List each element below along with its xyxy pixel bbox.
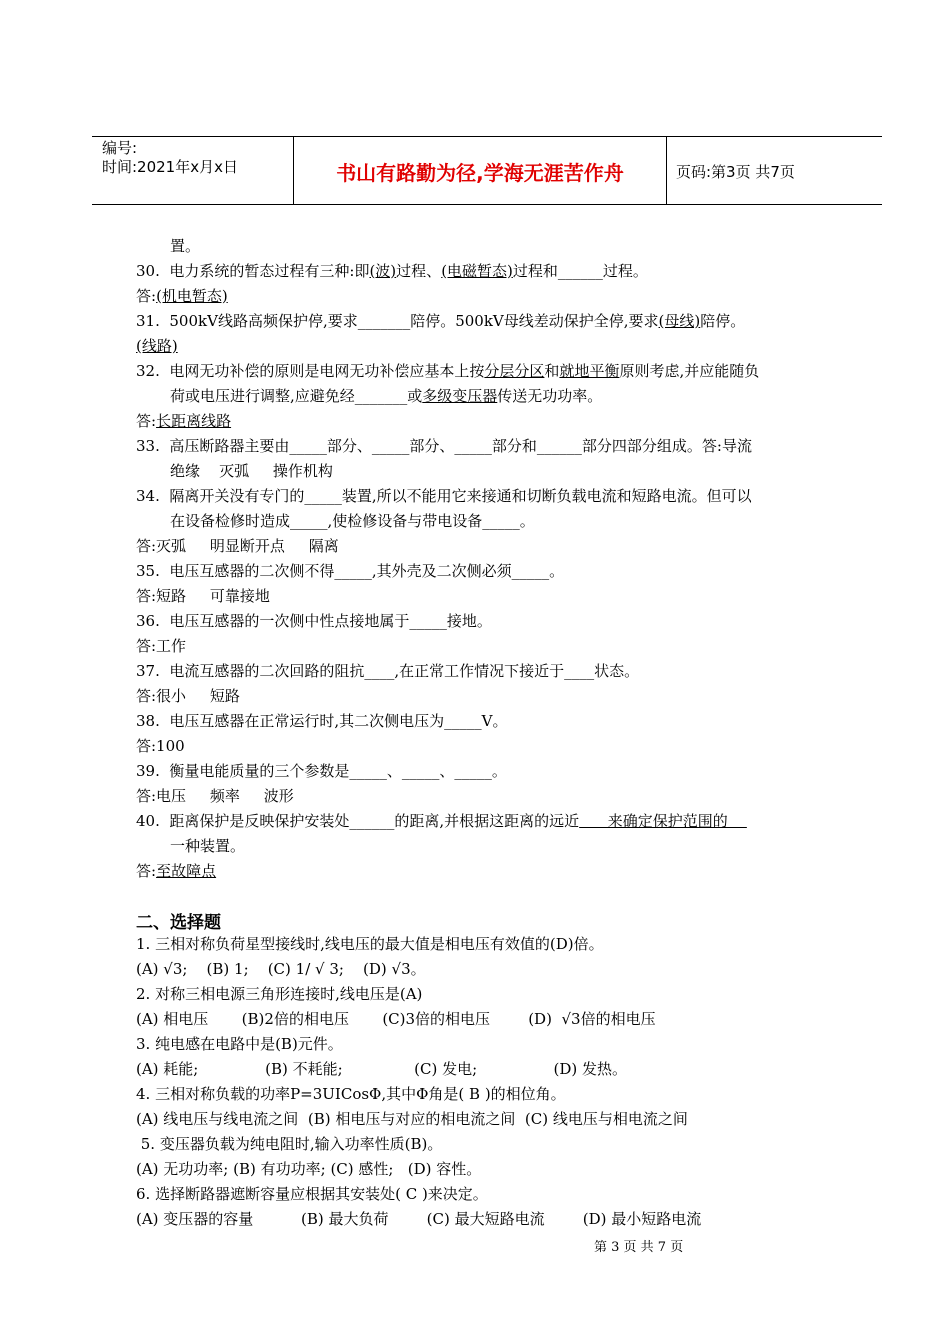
- header-meta: [102, 139, 238, 177]
- choice-question: 5. 变压器负载为纯电阻时,输入功率性质(B)。: [136, 1135, 443, 1153]
- number-label: 编号:: [102, 139, 138, 157]
- answer-35: 答:短路 可靠接地: [136, 587, 270, 605]
- choice-options: (A) 相电压 (B)2倍的相电压 (C)3倍的相电压 (D) √3倍的相电压: [136, 1010, 656, 1028]
- question-32-cont: 荷或电压进行调整,应避免经_______或多级变压器传送无功功率。: [170, 387, 603, 405]
- time-label: 时间:2021年x月x日: [102, 158, 238, 176]
- question-37: 37. 电流互感器的二次回路的阻抗____,在正常工作情况下接近于____状态。: [136, 662, 640, 680]
- answer-37: 答:很小 短路: [136, 687, 240, 705]
- choice-options: (A) √3; (B) 1; (C) 1/ √ 3; (D) √3。: [136, 960, 426, 978]
- header-motto: 书山有路勤为径,学海无涯苦作舟: [336, 161, 624, 185]
- question-39: 39. 衡量电能质量的三个参数是_____、_____、_____。: [136, 762, 507, 780]
- question-33: 33. 高压断路器主要由_____部分、_____部分、_____部分和______部分四部分组成。答:导流: [136, 437, 752, 455]
- section-title: 二、选择题: [136, 913, 221, 933]
- choice-question: 6. 选择断路器遮断容量应根据其安装处( C )来决定。: [136, 1185, 488, 1203]
- header-divider: [666, 137, 667, 204]
- choice-options: (A) 变压器的容量 (B) 最大负荷 (C) 最大短路电流 (D) 最小短路电流: [136, 1210, 702, 1228]
- question-40-cont: 一种装置。: [170, 837, 246, 855]
- page-footer: 第 3 页 共 7 页: [594, 1240, 684, 1255]
- document-header: [92, 136, 882, 205]
- choice-options: (A) 无功功率; (B) 有功功率; (C) 感性; (D) 容性。: [136, 1160, 482, 1178]
- question-40: 40. 距离保护是反映保护安装处______的距离,并根据这距离的远近 来确定保护范围的: [136, 812, 747, 830]
- question-35: 35. 电压互感器的二次侧不得_____,其外壳及二次侧必须_____。: [136, 562, 565, 580]
- choice-question: 2. 对称三相电源三角形连接时,线电压是(A): [136, 985, 423, 1003]
- question-38: 38. 电压互感器在正常运行时,其二次侧电压为_____V。: [136, 712, 508, 730]
- choice-options: (A) 耗能; (B) 不耗能; (C) 发电; (D) 发热。: [136, 1060, 627, 1078]
- question-32: 32. 电网无功补偿的原则是电网无功补偿应基本上按分层分区和就地平衡原则考虑,并应能随负: [136, 362, 760, 380]
- question-36: 36. 电压互感器的一次侧中性点接地属于_____接地。: [136, 612, 492, 630]
- question-34-cont: 在设备检修时造成_____,使检修设备与带电设备_____。: [170, 512, 535, 530]
- choice-question: 3. 纯电感在电路中是(B)元件。: [136, 1035, 343, 1053]
- answer-34: 答:灭弧 明显断开点 隔离: [136, 537, 339, 555]
- answer-38: 答:100: [136, 737, 185, 755]
- text-line: 置。: [170, 237, 201, 255]
- question-34: 34. 隔离开关没有专门的_____装置,所以不能用它来接通和切断负载电流和短路电流。但可以: [136, 487, 752, 505]
- choice-question: 4. 三相对称负载的功率P=3UICosΦ,其中Φ角是( B )的相位角。: [136, 1085, 566, 1103]
- answer-30: 答:(机电暂态): [136, 287, 228, 305]
- answer-32: 答:长距离线路: [136, 412, 232, 430]
- answer-40: 答:至故障点: [136, 862, 217, 880]
- choice-options: (A) 线电压与线电流之间 (B) 相电压与对应的相电流之间 (C) 线电压与相电流之间: [136, 1110, 688, 1128]
- answer-39: 答:电压 频率 波形: [136, 787, 294, 805]
- answer-36: 答:工作: [136, 637, 187, 655]
- choice-question: 1. 三相对称负荷星型接线时,线电压的最大值是相电压有效值的(D)倍。: [136, 935, 604, 953]
- answer-33: 绝缘 灭弧 操作机构: [170, 462, 333, 480]
- question-30: 30. 电力系统的暂态过程有三种:即(波)过程、(电磁暂态)过程和______过程。: [136, 262, 648, 280]
- header-page-label: 页码:第3页 共7页: [676, 163, 795, 181]
- question-31: 31. 500kV线路高频保护停,要求_______陪停。500kV母线差动保护全停,要求(母线)陪停。: [136, 312, 746, 330]
- answer-31: (线路): [136, 337, 178, 355]
